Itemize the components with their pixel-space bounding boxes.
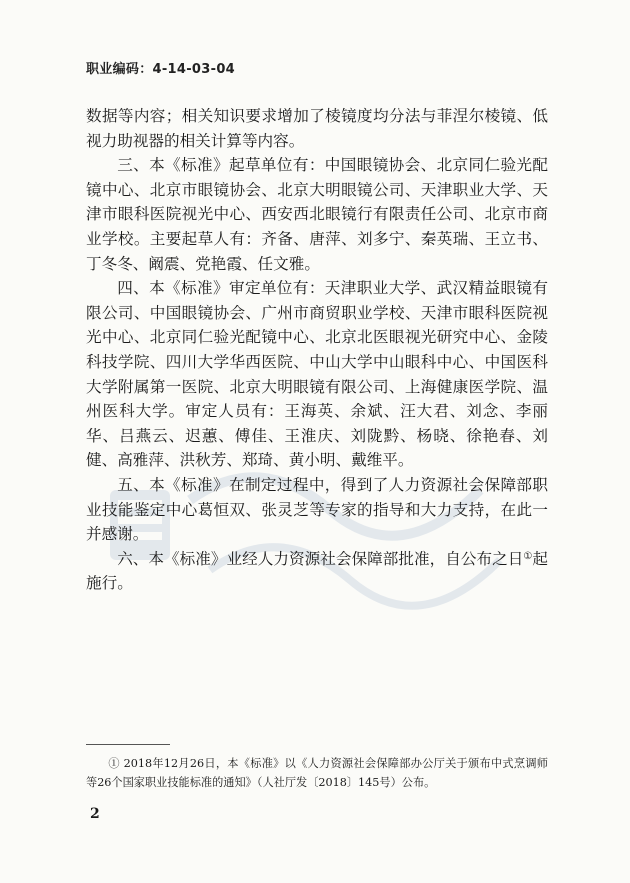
paragraph-drafting-units: 三、本《标准》起草单位有：中国眼镜协会、北京同仁验光配镜中心、北京市眼镜协会、北京大明眼镜公司、天津职业大学、天津市眼科医院视光中心、西安西北眼镜行有限责任公司、北京市商业学校。主要起草人有：齐备、唐萍、刘多宁、秦英瑞、王立书、丁冬冬、阚震、党艳霞、任文雅。 [86, 156, 548, 273]
paragraph-continuation: 数据等内容；相关知识要求增加了棱镜度均分法与菲涅尔棱镜、低视力助视器的相关计算等内容。 [86, 107, 548, 150]
occupation-code: 职业编码：4-14-03-04 [86, 62, 236, 77]
body-text [86, 104, 548, 596]
effective-date-text-end: 起施行。 [86, 549, 548, 593]
effective-date-text: 六、本《标准》业经人力资源社会保障部批准，自公布之日 [117, 549, 524, 568]
paragraph-effective-date [86, 547, 548, 596]
paragraph-review-units: 四、本《标准》审定单位有：天津职业大学、武汉精益眼镜有限公司、中国眼镜协会、广州市商贸职业学校、天津市眼科医院视光中心、北京同仁验光配镜中心、北京北医眼视光研究中心、金陵科技学院、四川大学华西医院、中山大学中山眼科中心、中国医科大学附属第一医院、北京大明眼镜有限公司、上海健康医学院、温州医科大学。审定人员有：王海英、余斌、汪大君、刘念、李丽华、吕燕云、迟蕙、傅佳、王淮庆、刘陇黔、杨晓、徐艳春、刘健、高雅萍、洪秋芳、郑琦、黄小明、戴维平。 [86, 279, 548, 470]
page-number: 2 [90, 806, 100, 822]
paragraph-acknowledgement: 五、本《标准》在制定过程中，得到了人力资源社会保障部职业技能鉴定中心葛恒双、张灵芝等专家的指导和大力支持，在此一并感谢。 [86, 475, 548, 544]
footnote-marker: ① [523, 550, 533, 562]
footnote: ① 2018年12月26日，本《标准》以《人力资源社会保障部办公厅关于颁布中式烹调师等26个国家职业技能标准的通知》（人社厅发〔2018〕145号）公布。 [86, 757, 548, 789]
footnote-divider [86, 744, 170, 745]
